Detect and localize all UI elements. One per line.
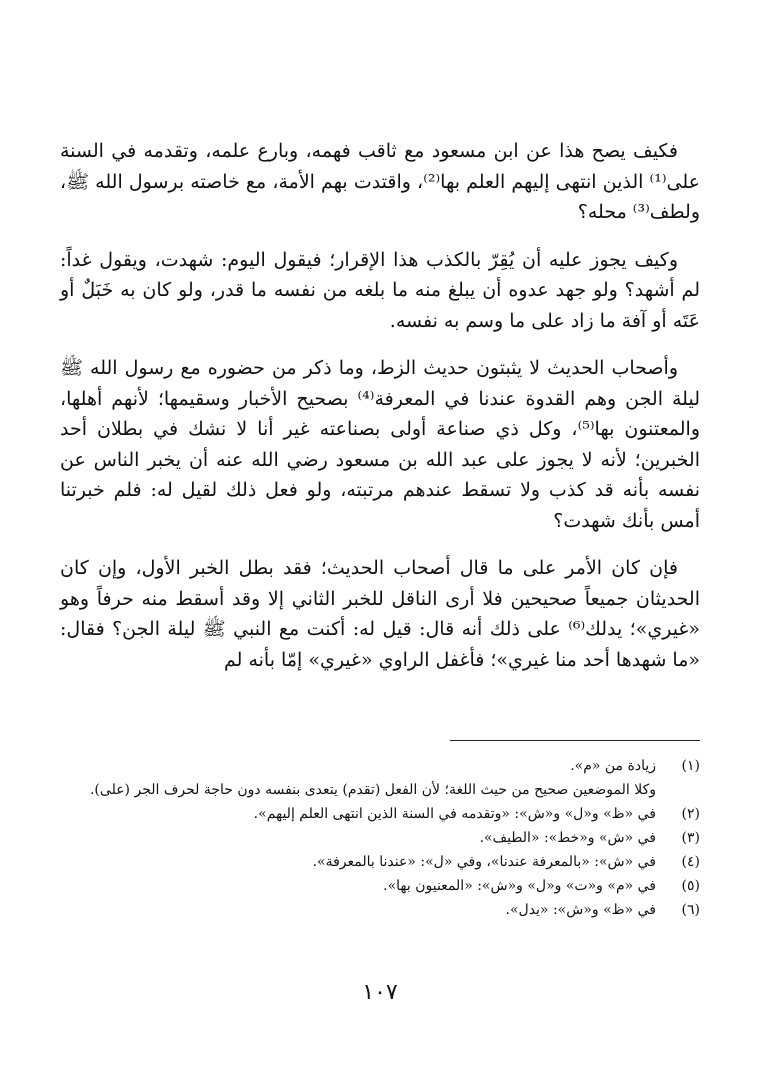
footnote-text: في «ش» و«خط»: «الطيف». [479,830,656,846]
main-text [60,136,700,692]
footnote-number: (٦) [681,902,700,918]
footnote-text: في «ظ» و«ش»: «يدل». [505,902,656,918]
footnote-number: (٤) [681,854,700,870]
footnote-text: في «ش»: «بالمعرفة عندنا»، وفي «ل»: «عندنا بالمعرفة». [312,854,656,870]
footnote-separator [450,740,700,741]
footnote [60,754,700,778]
footnote-continuation: وكلا الموضعين صحيح من حيث اللغة؛ لأن الفعل (تقدم) يتعدى بنفسه دون حاجة لحرف الجر (على). [89,782,656,798]
footnote-number: (١) [681,758,700,774]
footnote [60,850,700,874]
footnotes [60,754,700,922]
paragraph: فإن كان الأمر على ما قال أصحاب الحديث؛ فقد بطل الخبر الأول، وإن كان الحديثان جميعاً صحيحين فلا أرى الناقل للخبر الثاني إلا وقد أسقط منه حرفاً وهو «غيري»؛ يدلك⁽⁶⁾ على ذلك أنه قال: قيل له: أكنت مع النبي ﷺ ليلة الجن؟ فقال: «ما شهدها أحد منا غيري»؛ فأغفل الراوي «غيري» إمّا بأنه لم [60,557,700,671]
page-number: ١٠٧ [362,980,398,1005]
paragraph: وأصحاب الحديث لا يثبتون حديث الزط، وما ذكر من حضوره مع رسول الله ﷺ ليلة الجن وهم القدوة عندنا في المعرفة⁽⁴⁾ بصحيح الأخبار وسقيمها؛ لأنهم أهلها، والمعتنون بها⁽⁵⁾، وكل ذي صناعة أولى بصناعته غير أنا لا نشك في بطلان أحد الخبرين؛ لأنه لا يجوز على عبد الله بن مسعود رضي الله عنه أن يخبر الناس عن نفسه بأنه قد كذب ولا تسقط عندهم مرتبته، ولو فعل ذلك لقيل له: فلم خبرتنا أمس بأنك شهدت؟ [60,357,700,532]
footnote-text: في «م» و«ت» و«ل» و«ش»: «المعنيون بها». [383,878,656,894]
footnote-text: في «ظ» و«ل» و«ش»: «وتقدمه في السنة الذين انتهى العلم إليهم». [253,806,656,822]
footnote-number: (٢) [681,806,700,822]
paragraph: فكيف يصح هذا عن ابن مسعود مع ثاقب فهمه، وبارع علمه، وتقدمه في السنة على⁽¹⁾ الذين انتهى إليهم العلم بها⁽²⁾، واقتدت بهم الأمة، مع خاصته برسول الله ﷺ، ولطف⁽³⁾ محله؟ [60,140,700,223]
footnote [60,826,700,850]
footnote-text: زيادة من «م». [570,758,656,774]
footnote [60,802,700,826]
footnote-number: (٣) [681,830,700,846]
footnote [60,898,700,922]
footnote-number: (٥) [681,878,700,894]
footnote [60,874,700,898]
paragraph: وكيف يجوز عليه أن يُقِرّ بالكذب هذا الإقرار؛ فيقول اليوم: شهدت، ويقول غداً: لم أشهد؟ ولو جهد عدوه أن يبلغ منه ما بلغه من نفسه ما قدر، ولو كان به خَبَلٌ أو عَتَه أو آفة ما زاد على ما وسم به نفسه. [60,248,700,332]
